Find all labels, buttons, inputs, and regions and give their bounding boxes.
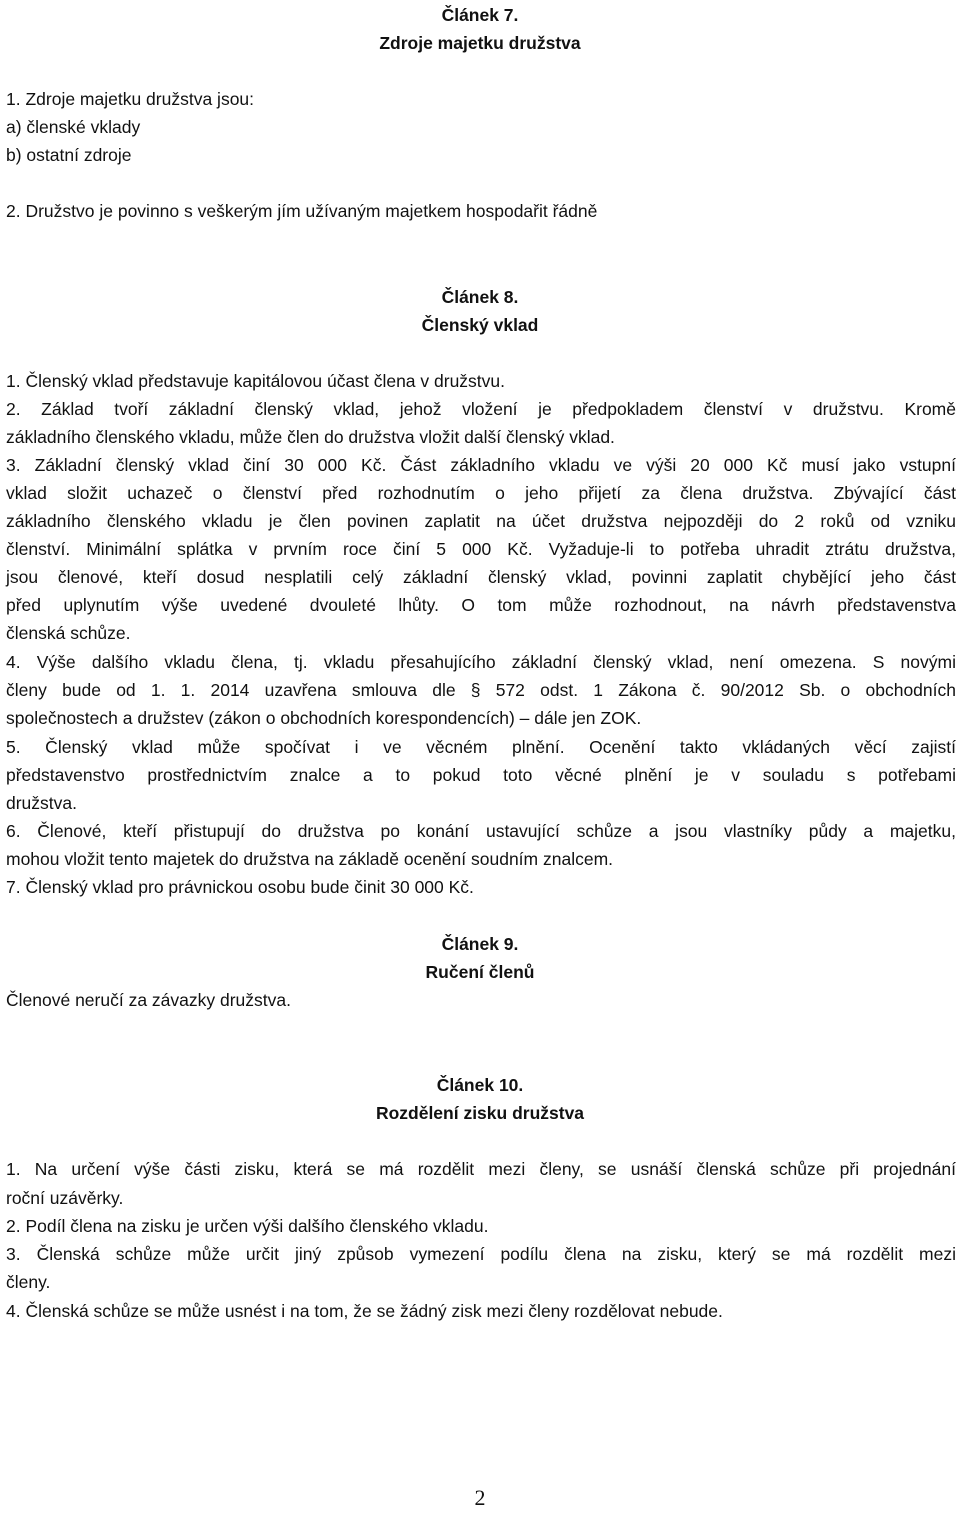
art8-line: 5. Členský vklad může spočívat i ve věcném plnění. Ocenění takto vkládaných věcí zajistí [6,737,956,757]
art8-line: mohou vložit tento majetek do družstva na základě ocenění soudním znalcem. [6,849,614,869]
art9-line: Členové neručí za závazky družstva. [6,990,291,1010]
art7-number: Článek 7. [441,5,519,25]
art7-line: 1. Zdroje majetku družstva jsou: [6,89,255,109]
art7-title: Zdroje majetku družstva [379,33,581,53]
art10-line: členy. [6,1272,51,1292]
art7-line: b) ostatní zdroje [6,145,132,165]
art9-title: Ručení členů [425,962,535,982]
art10-title: Rozdělení zisku družstva [375,1103,585,1123]
art7-line: a) členské vklady [6,117,141,137]
art9-number: Článek 9. [441,934,519,954]
art8-line: 6. Členové, kteří přistupují do družstva po konání ustavující schůze a jsou vlastníky půdy a majetku, [6,821,956,841]
art8-line: základního členského vkladu je člen povinen zaplatit na účet družstva nejpozději do 2 roků od vzniku [6,511,956,531]
art8-line: představenstvo prostřednictvím znalce a to pokud toto věcné plnění je v souladu s potřebami [6,765,956,785]
art8-line: 4. Výše dalšího vkladu člena, tj. vkladu přesahujícího základní členský vklad, není omezena. S novými [6,652,956,672]
art8-number: Článek 8. [441,287,519,307]
art8-line: 1. Členský vklad představuje kapitálovou účast člena v družstvu. [6,371,506,391]
art8-line: jsou členové, kteří dosud nesplatili celý základní členský vklad, povinni zaplatit chybějící jeho část [6,567,956,587]
art10-line: 1. Na určení výše části zisku, která se má rozdělit mezi členy, se usnáší členská schůze při projednání [6,1159,956,1179]
art8-line: 7. Členský vklad pro právnickou osobu bude činit 30 000 Kč. [6,877,474,897]
art8-line: vklad složit uchazeč o členství před rozhodnutím o jeho přijetí za člena družstva. Zbývající část [6,483,956,503]
art10-number: Článek 10. [436,1075,524,1095]
art8-line: členy bude od 1. 1. 2014 uzavřena smlouva dle § 572 odst. 1 Zákona č. 90/2012 Sb. o obchodních [6,680,956,700]
art8-line: družstva. [6,793,77,813]
art8-line: 3. Základní členský vklad činí 30 000 Kč. Část základního vkladu ve výši 20 000 Kč musí jako vstupní [6,455,956,475]
art8-line: členská schůze. [6,623,131,643]
art8-line: základního členského vkladu, může člen do družstva vložit další členský vklad. [6,427,615,447]
art7-line: 2. Družstvo je povinno s veškerým jím užívaným majetkem hospodařit řádně [6,201,598,221]
art10-line: 4. Členská schůze se může usnést i na tom, že se žádný zisk mezi členy rozdělovat nebude. [6,1301,723,1321]
page-number: 2 [474,1485,486,1510]
art10-line: 2. Podíl člena na zisku je určen výši dalšího členského vkladu. [6,1216,489,1236]
art8-line: 2. Základ tvoří základní členský vklad, jehož vložení je předpokladem členství v družstvu. Kromě [6,399,956,419]
art8-line: společnostech a družstev (zákon o obchodních korespondencích) – dále jen ZOK. [6,708,642,728]
art10-line: roční uzávěrky. [6,1188,124,1208]
art8-title: Členský vklad [421,315,539,335]
art8-line: před uplynutím výše uvedené dvouleté lhůty. O tom může rozhodnout, na návrh představenstva [6,595,956,615]
art8-line: členství. Minimální splátka v prvním roce činí 5 000 Kč. Vyžaduje-li to potřeba uhradit ztrátu družstva, [6,539,956,559]
art10-line: 3. Členská schůze může určit jiný způsob vymezení podílu člena na zisku, který se má rozdělit mezi [6,1244,956,1264]
